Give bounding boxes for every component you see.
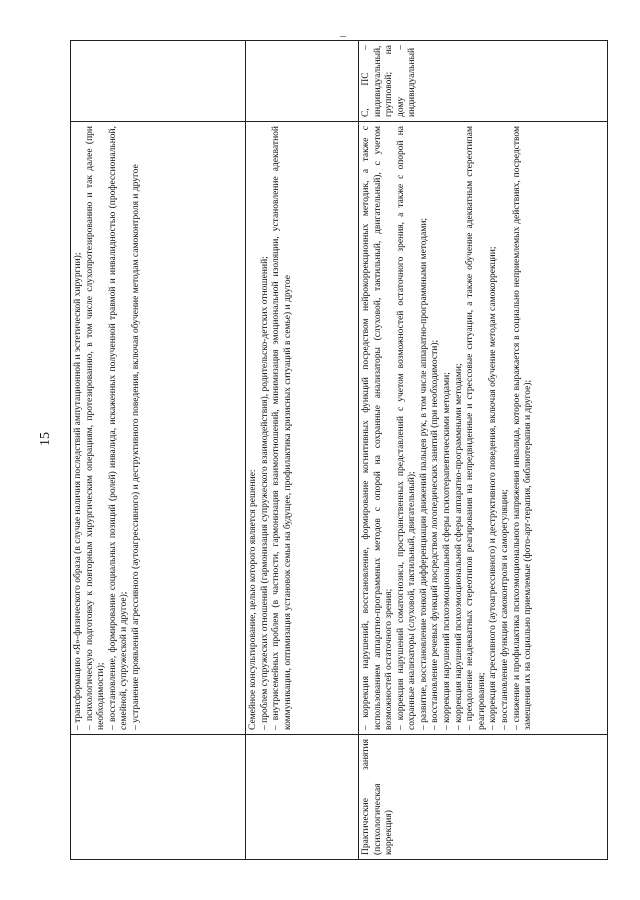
list-item: – психологическую подготовку к повторным хирургическим операциям, протезированию, в том числе слухопротезированию и так далее (при необходимости); [84,126,107,730]
list-item: – восстановление функции самоконтроля и саморегуляции; [499,489,510,730]
table-cell-category: Практические занятия (психологическая коррекция) [359,735,608,860]
list-item: – коррекция агрессивного (аутоагрессивного) и деструктивного поведения, включая обучение методам самокоррекции; [488,246,499,730]
program-table [70,40,608,860]
rotated-page-content [70,40,608,860]
list-item: – преодоление неадекватных стереотипов реагирования на непредвиденные и стрессовые ситуации, а также обучение адекватным стереотипам реагирования; [465,126,487,730]
list-item: – внутрисемейных проблем (в частности, гармонизация взаимоотношений, минимизация эмоциональной изоляции, установление адекватной коммуникации, оптимизация установок семьи на будущее, профилактика кризисных ситуаций в семье) и другое [271,126,293,730]
table-cell-content [246,122,359,735]
list-item: – проблем супружеских отношений (гармонизация супружеского взаимодействия), родительско-детских отношений; [259,256,270,730]
table-cell-format: С, ПС – индивидуальный, групповой; на дому – индивидуальный [359,41,608,122]
margin-mark: – [340,28,346,42]
list-item: – коррекция нарушений психоэмоциональной сферы аппаратно-программными методами; [453,363,464,730]
list-item: – снижение и профилактика психоэмоционального напряжения инвалида, которое выражается в социально неприемлемых действиях, посредством замещения их на социально приемлемые (фото-арт-терапия, библиотерапия и другое); [511,126,534,730]
table-cell-format [71,41,246,122]
list-item: – устранение проявлений агрессивного (аутоагрессивного) и деструктивного поведения, включая обучение методам самоконтроля и другое [130,164,141,730]
table-cell-content [71,122,246,735]
table-cell-category [71,735,246,860]
list-item: – восстановление речевых функций посредством логопедических занятий (при необходимости); [430,339,441,730]
list-item: – трансформацию «Я»-физического образа (в случае наличия последствий ампутационной и эстетической хирургии); [73,252,83,730]
page-number: 15 [38,432,53,446]
list-item: – коррекция нарушений соматогнозиса, пространственных представлений с учетом возможностей остаточного зрения, а также с опорой на сохранные анализаторы (слуховой, тактильный, двигательный); [395,126,418,730]
list-item: – восстановление, формирование социальных позиций (ролей) инвалида, искаженных полученной травмой и инвалидностью (профессиональной, семейной, супружеской и другое); [107,126,130,730]
list-item: – коррекция нарушений психоэмоциональной сферы психотерапевтическими методами; [442,372,453,730]
table-row [71,41,246,860]
table-row [359,41,608,860]
list-item: – коррекция нарушений, восстановление, формирование когнитивных функций посредством нейрокоррекционных методик, а также с использованием аппаратно-программных методов с опорой на сохранные анализаторы (слуховой, тактильный, двигательный), с учетом возможностей остаточного зрения; [361,126,395,730]
table-cell-content [359,122,608,735]
table-row [246,41,359,860]
list-item: – развитие, восстановление тонкой дифференциации движений пальцев рук, в том числе аппаратно-программными методами; [418,217,429,730]
table-cell-format [246,41,359,122]
table-cell-category [246,735,359,860]
list-item: Семейное консультирование, целью которого является решение: [248,469,258,730]
